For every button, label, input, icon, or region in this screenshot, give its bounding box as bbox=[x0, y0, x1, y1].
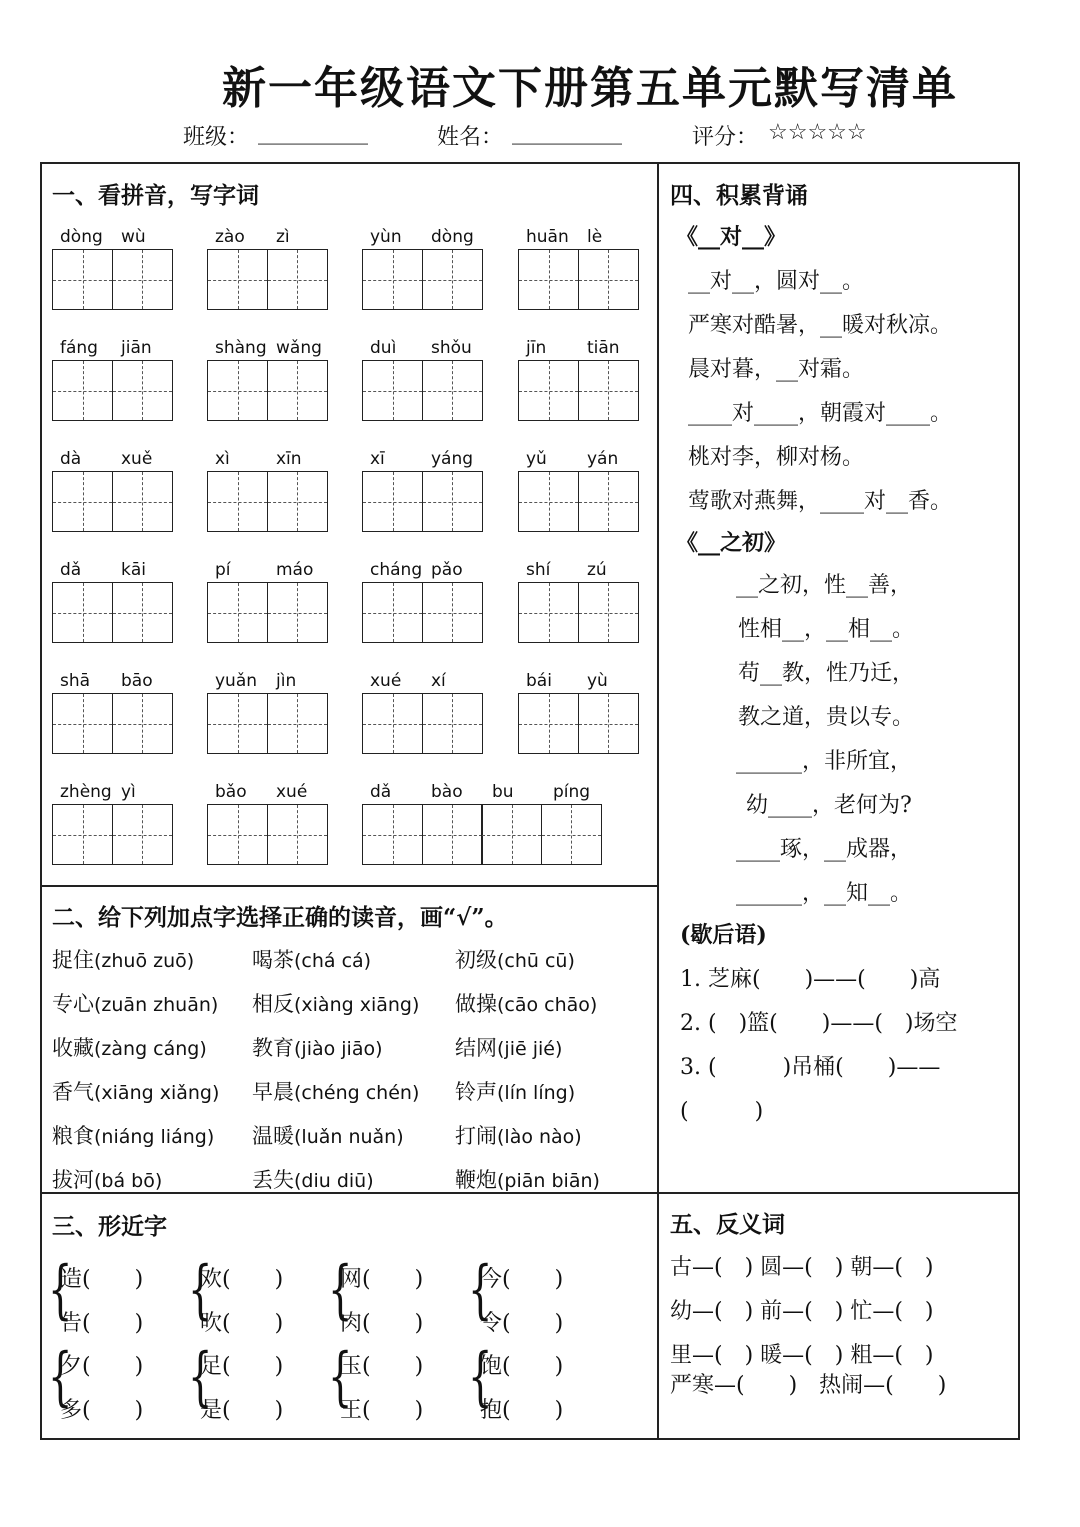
choice-pinyin[interactable]: (xiāng xiǎng) bbox=[94, 1082, 220, 1104]
writing-grid bbox=[518, 360, 637, 421]
tian-grid-cell[interactable] bbox=[267, 360, 328, 421]
section2-title: 二、给下列加点字选择正确的读音，画“√”。 bbox=[52, 904, 508, 931]
writing-grid bbox=[52, 360, 171, 421]
pinyin-label: xì bbox=[215, 449, 230, 469]
score-stars: ☆☆☆☆☆ bbox=[768, 120, 867, 145]
pinyin-label: yù bbox=[587, 671, 608, 691]
pinyin-label: zì bbox=[276, 227, 290, 247]
pinyin-label: kāi bbox=[121, 560, 146, 580]
antonym-row[interactable]: 幼—( ) 前—( ) 忙—( ) bbox=[670, 1299, 934, 1324]
similar-char-top[interactable]: 网( ) bbox=[340, 1267, 424, 1292]
choice-word: 做操 bbox=[455, 992, 497, 1016]
tian-grid-cell[interactable] bbox=[422, 249, 483, 310]
pinyin-label: bāo bbox=[121, 671, 153, 691]
writing-grid bbox=[362, 693, 481, 754]
writing-grid bbox=[518, 693, 637, 754]
brace-icon: { bbox=[328, 1340, 353, 1414]
choice-item[interactable] bbox=[455, 1164, 600, 1194]
similar-char-bottom[interactable]: 多( ) bbox=[60, 1398, 144, 1423]
tian-grid-cell[interactable] bbox=[52, 804, 113, 865]
writing-grid bbox=[207, 693, 326, 754]
writing-grid bbox=[518, 582, 637, 643]
name-label: 姓名： bbox=[437, 125, 504, 150]
choice-word: 拔河 bbox=[52, 1168, 94, 1192]
similar-char-top[interactable]: 欢( ) bbox=[200, 1267, 284, 1292]
choice-pinyin[interactable]: (luǎn nuǎn) bbox=[294, 1126, 404, 1148]
poem2-line[interactable]: 苟__教，性乃迁， bbox=[738, 661, 915, 686]
tian-grid-cell[interactable] bbox=[267, 582, 328, 643]
pinyin-label: tiān bbox=[587, 338, 620, 358]
tian-grid-cell[interactable] bbox=[422, 582, 483, 643]
choice-pinyin[interactable]: (cāo chāo) bbox=[497, 994, 598, 1016]
choice-word: 初级 bbox=[455, 948, 497, 972]
poem2-line[interactable]: ____琢，__成器， bbox=[736, 837, 913, 862]
section4-title: 四、积累背诵 bbox=[670, 182, 808, 209]
tian-grid-cell[interactable] bbox=[578, 249, 639, 310]
tian-grid-cell[interactable] bbox=[362, 804, 423, 865]
tian-grid-cell[interactable] bbox=[52, 360, 113, 421]
tian-grid-cell[interactable] bbox=[578, 471, 639, 532]
poem1-title: 《__对__》 bbox=[676, 224, 787, 250]
choice-item[interactable] bbox=[252, 988, 419, 1018]
choice-item[interactable] bbox=[252, 944, 371, 974]
brace-icon: { bbox=[188, 1253, 213, 1327]
tian-grid-cell[interactable] bbox=[207, 471, 268, 532]
score-label: 评分： bbox=[692, 125, 759, 150]
poem1-line[interactable]: 晨对暮，__对霜。 bbox=[688, 357, 865, 382]
pinyin-label: xīn bbox=[276, 449, 302, 469]
tian-grid-cell[interactable] bbox=[422, 360, 483, 421]
choice-pinyin[interactable]: (niáng liáng) bbox=[94, 1126, 215, 1148]
pinyin-label: bái bbox=[526, 671, 552, 691]
tian-grid-cell[interactable] bbox=[578, 693, 639, 754]
choice-item[interactable] bbox=[455, 988, 597, 1018]
choice-word: 打闹 bbox=[455, 1124, 497, 1148]
similar-char-bottom[interactable]: 王( ) bbox=[340, 1398, 424, 1423]
choice-pinyin[interactable]: (bá bō) bbox=[94, 1170, 163, 1192]
tian-grid-cell[interactable] bbox=[362, 582, 423, 643]
choice-item[interactable] bbox=[52, 1164, 162, 1194]
pinyin-label: shǒu bbox=[431, 338, 472, 358]
class-label: 班级： bbox=[183, 125, 250, 150]
choice-pinyin[interactable]: (xiàng xiāng) bbox=[294, 994, 420, 1016]
similar-char-bottom[interactable]: 是( ) bbox=[200, 1398, 284, 1423]
pinyin-label: fáng bbox=[60, 338, 98, 358]
xiehouyu-line[interactable]: ( ) bbox=[680, 1099, 764, 1124]
poem1-line[interactable]: 莺歌对燕舞，____对__香。 bbox=[688, 489, 953, 514]
similar-char-top[interactable]: 饱( ) bbox=[480, 1354, 564, 1379]
choice-pinyin[interactable]: (zàng cáng) bbox=[94, 1038, 207, 1060]
brace-icon: { bbox=[328, 1253, 353, 1327]
pinyin-label: lè bbox=[587, 227, 603, 247]
poem2-line[interactable]: __之初，性__善， bbox=[736, 573, 913, 598]
brace-icon: { bbox=[48, 1253, 73, 1327]
choice-pinyin[interactable]: (lào nào) bbox=[497, 1126, 582, 1148]
choice-word: 早晨 bbox=[252, 1080, 294, 1104]
tian-grid-cell[interactable] bbox=[112, 471, 173, 532]
pinyin-label: shí bbox=[526, 560, 551, 580]
writing-grid bbox=[52, 804, 171, 865]
similar-char-bottom[interactable]: 肉( ) bbox=[340, 1311, 424, 1336]
choice-word: 相反 bbox=[252, 992, 294, 1016]
writing-grid bbox=[52, 582, 171, 643]
pinyin-label: duì bbox=[370, 338, 397, 358]
choice-pinyin[interactable]: (chá cá) bbox=[294, 950, 372, 972]
pinyin-label: yuǎn bbox=[215, 671, 258, 691]
choice-pinyin[interactable]: (jiào jiāo) bbox=[294, 1038, 383, 1060]
choice-pinyin[interactable]: (zuān zhuān) bbox=[94, 994, 219, 1016]
writing-grid bbox=[207, 582, 326, 643]
choice-item[interactable] bbox=[52, 1032, 207, 1062]
choice-word: 香气 bbox=[52, 1080, 94, 1104]
tian-grid-cell[interactable] bbox=[518, 582, 579, 643]
writing-grid bbox=[52, 693, 171, 754]
pinyin-label: zhèng bbox=[60, 782, 112, 802]
tian-grid-cell[interactable] bbox=[541, 804, 602, 865]
poem2-line[interactable]: 教之道，贵以专。 bbox=[738, 705, 915, 730]
tian-grid-cell[interactable] bbox=[112, 693, 173, 754]
pinyin-label: wǎng bbox=[276, 338, 322, 358]
choice-pinyin[interactable]: (jiē jié) bbox=[497, 1038, 563, 1060]
xiehouyu-line[interactable]: 1. 芝麻( )——( )高 bbox=[680, 967, 941, 992]
brace-icon: { bbox=[188, 1340, 213, 1414]
writing-grid bbox=[207, 804, 326, 865]
pinyin-label: dà bbox=[60, 449, 82, 469]
writing-grid bbox=[362, 582, 481, 643]
tian-grid-cell[interactable] bbox=[207, 693, 268, 754]
poem2-line[interactable]: ______，__知__。 bbox=[736, 881, 913, 906]
pinyin-label: yùn bbox=[370, 227, 402, 247]
choice-word: 喝茶 bbox=[252, 948, 294, 972]
pinyin-label: xué bbox=[370, 671, 402, 691]
tian-grid-cell[interactable] bbox=[112, 249, 173, 310]
writing-grid bbox=[362, 360, 481, 421]
pinyin-label: xuě bbox=[121, 449, 153, 469]
pinyin-label: zào bbox=[215, 227, 245, 247]
choice-item[interactable] bbox=[52, 944, 194, 974]
writing-grid bbox=[362, 249, 481, 310]
similar-char-bottom[interactable]: 吹( ) bbox=[200, 1311, 284, 1336]
writing-grid bbox=[52, 249, 171, 310]
poem2-line[interactable]: 性相__，__相__。 bbox=[738, 617, 915, 642]
tian-grid-cell[interactable] bbox=[207, 582, 268, 643]
tian-grid-cell[interactable] bbox=[518, 471, 579, 532]
choice-word: 结网 bbox=[455, 1036, 497, 1060]
section-divider-4-5 bbox=[657, 1192, 1020, 1194]
choice-pinyin[interactable]: (piān biān) bbox=[497, 1170, 600, 1192]
poem2-line[interactable]: ______，非所宜， bbox=[736, 749, 913, 774]
choice-item[interactable] bbox=[252, 1032, 383, 1062]
choice-pinyin[interactable]: (chū cū) bbox=[497, 950, 575, 972]
choice-word: 温暖 bbox=[252, 1124, 294, 1148]
tian-grid-cell[interactable] bbox=[362, 471, 423, 532]
choice-item[interactable] bbox=[52, 1076, 219, 1106]
writing-grid bbox=[207, 471, 326, 532]
choice-word: 专心 bbox=[52, 992, 94, 1016]
pinyin-label: jìn bbox=[276, 671, 297, 691]
pinyin-label: máo bbox=[276, 560, 314, 580]
choice-word: 教育 bbox=[252, 1036, 294, 1060]
pinyin-label: shā bbox=[60, 671, 91, 691]
choice-item[interactable] bbox=[455, 1120, 582, 1150]
pinyin-label: huān bbox=[526, 227, 569, 247]
antonym-row[interactable]: 古—( ) 圆—( ) 朝—( ) bbox=[670, 1255, 934, 1280]
tian-grid-cell[interactable] bbox=[112, 582, 173, 643]
tian-grid-cell[interactable] bbox=[207, 249, 268, 310]
writing-grid bbox=[362, 471, 481, 532]
tian-grid-cell[interactable] bbox=[267, 249, 328, 310]
xiehouyu-title: (歇后语) bbox=[680, 922, 767, 948]
choice-item[interactable] bbox=[455, 944, 575, 974]
pinyin-label: jīn bbox=[526, 338, 547, 358]
choice-pinyin[interactable]: (chéng chén) bbox=[294, 1082, 420, 1104]
brace-icon: { bbox=[468, 1340, 493, 1414]
pinyin-label: dǎ bbox=[60, 560, 82, 580]
poem1-line[interactable]: 桃对李，柳对杨。 bbox=[688, 445, 865, 470]
similar-char-bottom[interactable]: 告( ) bbox=[60, 1311, 144, 1336]
antonym-row[interactable]: 严寒—( ) 热闹—( ) bbox=[670, 1373, 947, 1398]
page-title: 新一年级语文下册第五单元默写清单 bbox=[222, 63, 958, 114]
section3-title: 三、形近字 bbox=[52, 1213, 167, 1240]
tian-grid-cell[interactable] bbox=[52, 249, 113, 310]
similar-char-top[interactable]: 玉( ) bbox=[340, 1354, 424, 1379]
choice-item[interactable] bbox=[455, 1076, 575, 1106]
writing-grid bbox=[518, 249, 637, 310]
pinyin-label: dòng bbox=[431, 227, 474, 247]
writing-grid bbox=[207, 360, 326, 421]
similar-char-top[interactable]: 今( ) bbox=[480, 1267, 564, 1292]
pinyin-label: yáng bbox=[431, 449, 474, 469]
tian-grid-cell[interactable] bbox=[267, 471, 328, 532]
tian-grid-cell[interactable] bbox=[52, 471, 113, 532]
similar-char-bottom[interactable]: 令( ) bbox=[480, 1311, 564, 1336]
xiehouyu-line[interactable]: 2. ( )篮( )——( )场空 bbox=[680, 1011, 958, 1036]
tian-grid-cell[interactable] bbox=[518, 693, 579, 754]
tian-grid-cell[interactable] bbox=[207, 804, 268, 865]
poem2-line[interactable]: 幼____，老何为? bbox=[746, 793, 912, 818]
similar-char-bottom[interactable]: 抱( ) bbox=[480, 1398, 564, 1423]
tian-grid-cell[interactable] bbox=[52, 582, 113, 643]
section5-title: 五、反义词 bbox=[670, 1211, 785, 1238]
tian-grid-cell[interactable] bbox=[112, 804, 173, 865]
choice-item[interactable] bbox=[52, 1120, 214, 1150]
poem1-line[interactable]: __对__，圆对__。 bbox=[688, 269, 865, 294]
pinyin-label: xí bbox=[431, 671, 446, 691]
pinyin-label: dǎ bbox=[370, 782, 392, 802]
antonym-row[interactable]: 里—( ) 暖—( ) 粗—( ) bbox=[670, 1343, 934, 1368]
tian-grid-cell[interactable] bbox=[578, 360, 639, 421]
pinyin-label: bǎo bbox=[215, 782, 247, 802]
choice-item[interactable] bbox=[455, 1032, 562, 1062]
name-blank[interactable]: __________ bbox=[512, 120, 622, 145]
tian-grid-cell[interactable] bbox=[422, 693, 483, 754]
pinyin-label: pǎo bbox=[431, 560, 463, 580]
tian-grid-cell[interactable] bbox=[422, 804, 483, 865]
poem1-line[interactable]: ____对____，朝霞对____。 bbox=[688, 401, 953, 426]
tian-grid-cell[interactable] bbox=[112, 360, 173, 421]
pinyin-label: jiān bbox=[121, 338, 152, 358]
pinyin-label: yán bbox=[587, 449, 619, 469]
tian-grid-cell[interactable] bbox=[481, 804, 542, 865]
pinyin-label: bu bbox=[492, 782, 514, 802]
pinyin-label: yì bbox=[121, 782, 136, 802]
choice-word: 鞭炮 bbox=[455, 1168, 497, 1192]
tian-grid-cell[interactable] bbox=[267, 693, 328, 754]
tian-grid-cell[interactable] bbox=[52, 693, 113, 754]
similar-char-top[interactable]: 足( ) bbox=[200, 1354, 284, 1379]
section1-title: 一、看拼音，写字词 bbox=[52, 182, 259, 209]
choice-word: 收藏 bbox=[52, 1036, 94, 1060]
tian-grid-cell[interactable] bbox=[362, 693, 423, 754]
pinyin-label: shàng bbox=[215, 338, 267, 358]
class-blank[interactable]: __________ bbox=[258, 120, 368, 145]
pinyin-label: xué bbox=[276, 782, 308, 802]
writing-grid bbox=[52, 471, 171, 532]
pinyin-label: zú bbox=[587, 560, 607, 580]
brace-icon: { bbox=[48, 1340, 73, 1414]
choice-word: 丢失 bbox=[252, 1168, 294, 1192]
pinyin-label: wù bbox=[121, 227, 146, 247]
choice-item[interactable] bbox=[52, 988, 218, 1018]
writing-grid bbox=[518, 471, 637, 532]
tian-grid-cell[interactable] bbox=[362, 360, 423, 421]
xiehouyu-line[interactable]: 3. ( )吊桶( )—— bbox=[680, 1055, 941, 1080]
similar-char-top[interactable]: 夕( ) bbox=[60, 1354, 144, 1379]
writing-grid bbox=[362, 804, 600, 865]
tian-grid-cell[interactable] bbox=[422, 471, 483, 532]
tian-grid-cell[interactable] bbox=[207, 360, 268, 421]
choice-word: 粮食 bbox=[52, 1124, 94, 1148]
tian-grid-cell[interactable] bbox=[362, 249, 423, 310]
choice-item[interactable] bbox=[252, 1120, 404, 1150]
pinyin-label: píng bbox=[553, 782, 591, 802]
pinyin-label: bào bbox=[431, 782, 463, 802]
pinyin-label: xī bbox=[370, 449, 385, 469]
tian-grid-cell[interactable] bbox=[518, 360, 579, 421]
choice-pinyin[interactable]: (lín líng) bbox=[497, 1082, 576, 1104]
choice-item[interactable] bbox=[252, 1076, 419, 1106]
choice-word: 捉住 bbox=[52, 948, 94, 972]
poem1-line[interactable]: 严寒对酷暑，__暖对秋凉。 bbox=[688, 313, 953, 338]
choice-pinyin[interactable]: (zhuō zuō) bbox=[94, 950, 195, 972]
pinyin-label: pí bbox=[215, 560, 231, 580]
tian-grid-cell[interactable] bbox=[267, 804, 328, 865]
brace-icon: { bbox=[468, 1253, 493, 1327]
pinyin-label: cháng bbox=[370, 560, 423, 580]
tian-grid-cell[interactable] bbox=[518, 249, 579, 310]
poem2-title: 《__之初》 bbox=[676, 530, 787, 556]
pinyin-label: yǔ bbox=[526, 449, 547, 469]
column-divider bbox=[657, 162, 659, 1440]
choice-word: 铃声 bbox=[455, 1080, 497, 1104]
writing-grid bbox=[207, 249, 326, 310]
choice-pinyin[interactable]: (diu diū) bbox=[294, 1170, 374, 1192]
pinyin-label: dòng bbox=[60, 227, 103, 247]
similar-char-top[interactable]: 造( ) bbox=[60, 1267, 144, 1292]
tian-grid-cell[interactable] bbox=[578, 582, 639, 643]
choice-item[interactable] bbox=[252, 1164, 374, 1194]
section-divider-1-2 bbox=[40, 885, 659, 887]
